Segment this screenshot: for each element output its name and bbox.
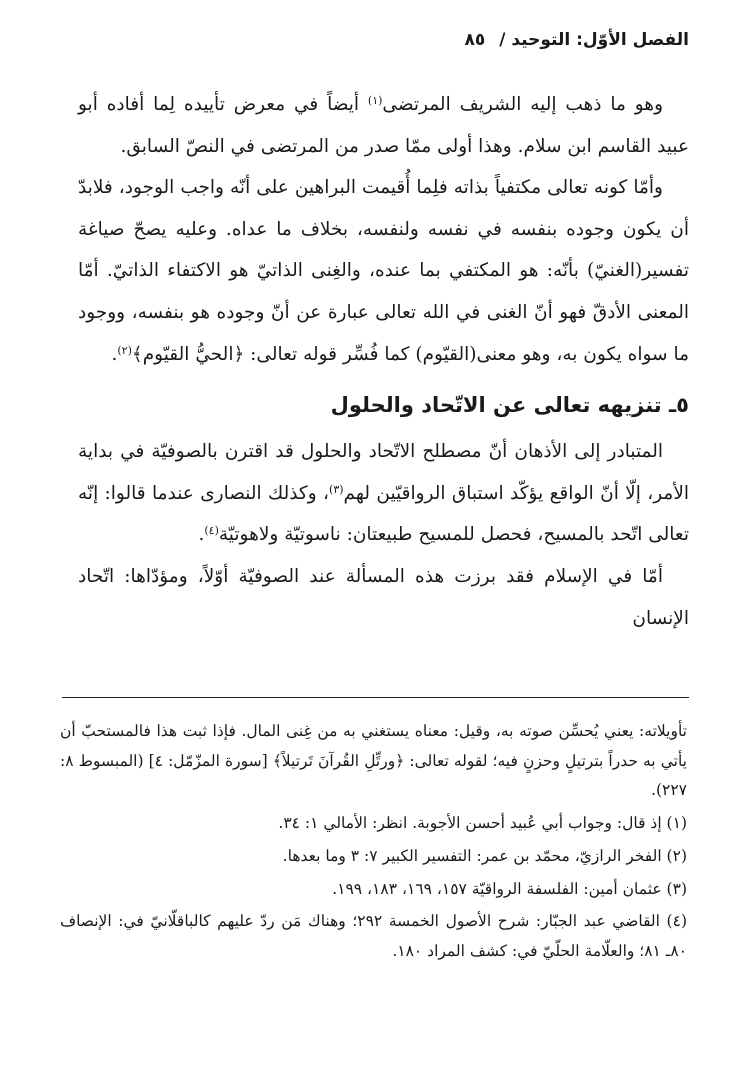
- footnote-continuation: تأويلاته: يعني يُحسِّن صوته به، وقيل: معناه يستغني به من غِنى المال. فإذا ثبت هذا فالمستحبّ أن يأتي به حدراً بترتيلٍ وحزنٍ فيه؛ لقوله تعالى: ﴿ورتِّلِ القُرآنَ تَرتيلاً﴾ [سورة المزّمّل: ٤] (المبسوط ٨: ٢٢٧).: [60, 722, 687, 800]
- paragraph-2-text: وأمّا كونه تعالى مكتفياً بذاته فلِما أُقيمت البراهين على أنّه واجب الوجود، فلابدّ أن يكون وجوده بنفسه في نفسه ولنفسه، بخلاف ما عداه. وعليه يصحّ صياغة تفسير(الغنيّ) بأنّه: هو المكتفي بما عنده، والغِنى الذاتيّ هو الاكتفاء الذاتيّ. أمّا المعنى الأدقّ فهو أنّ الغنى في الله تعالى عبارة عن أنّ وجوده هو بنفسه، ووجود ما سواه يكون به، وهو معنى(القيّوم) كما فُسِّر قوله تعالى: ﴿الحيُّ القيّوم﴾: [78, 177, 689, 365]
- paragraph-4: [78, 556, 689, 639]
- paragraph-1: [78, 84, 689, 167]
- footnote-separator: [62, 697, 689, 698]
- footnote-1: (١) إذ قال: وجواب أبي عُبيد أحسن الأجوبة. انظر: الأمالي ١: ٣٤.: [278, 814, 687, 833]
- paragraph-3-end: .: [198, 524, 205, 546]
- page-number: ٨٥: [464, 30, 486, 50]
- footnote-3: (٣) عثمان أمين: الفلسفة الرواقيّة ١٥٧، ١٦٩، ١٨٣، ١٩٩.: [332, 879, 687, 898]
- main-text: [78, 84, 689, 639]
- paragraph-3: [78, 431, 689, 556]
- footnote-ref-2[interactable]: (٢): [117, 343, 132, 357]
- running-header: [465, 30, 689, 50]
- footnote-ref-1[interactable]: (١): [367, 94, 383, 107]
- paragraph-3-text-b: ، وكذلك النصارى عندما قالوا: إنّه تعالى اتّحد بالمسيح، فحصل للمسيح طبيعتان: ناسوتيّة ولاهوتيّة: [78, 482, 689, 546]
- footnote-4: (٤) القاضي عبد الجبّار: شرح الأصول الخمسة ٢٩٢؛ وهناك مَن ردّ عليهم كالباقلّانيّ في: الإنصاف ٨٠ـ ٨١؛ والعلّامة الحلّيّ في: كشف المراد ١٨٠.: [60, 912, 687, 960]
- paragraph-2-end: .: [111, 343, 118, 365]
- paragraph-4-text: أمّا في الإسلام فقد برزت هذه المسألة عند الصوفيّة أوّلاً، ومؤدّاها: اتّحاد الإنسان: [78, 565, 689, 629]
- footnote-ref-4[interactable]: (٤): [204, 524, 219, 538]
- chapter-title: الفصل الأوّل: التوحيد /: [499, 30, 689, 50]
- section-heading: ٥ـ تنزيهه تعالى عن الاتّحاد والحلول: [330, 393, 689, 418]
- footnote-2: (٢) الفخر الرازيّ، محمّد بن عمر: التفسير الكبير ٧: ٣ وما بعدها.: [282, 846, 687, 865]
- paragraph-2: [78, 167, 689, 375]
- footnote-ref-3[interactable]: (٣): [329, 482, 344, 496]
- footnotes: [60, 717, 687, 967]
- paragraph-1-text-a: وهو ما ذهب إليه الشريف المرتضى: [382, 94, 663, 115]
- paragraph-3-text-a: المتبادر إلى الأذهان أنّ مصطلح الاتّحاد والحلول قد اقترن بالصوفيّة في بداية الأمر، إلّا أنّ الواقع يؤكّد استباق الرواقيّين لهم: [78, 441, 690, 504]
- paragraph-1-text-b: أيضاً في معرض تأييده لِما أفاده أبو عبيد القاسم ابن سلام. وهذا أولى ممّا صدر من المرتضى في النصّ السابق.: [78, 94, 689, 157]
